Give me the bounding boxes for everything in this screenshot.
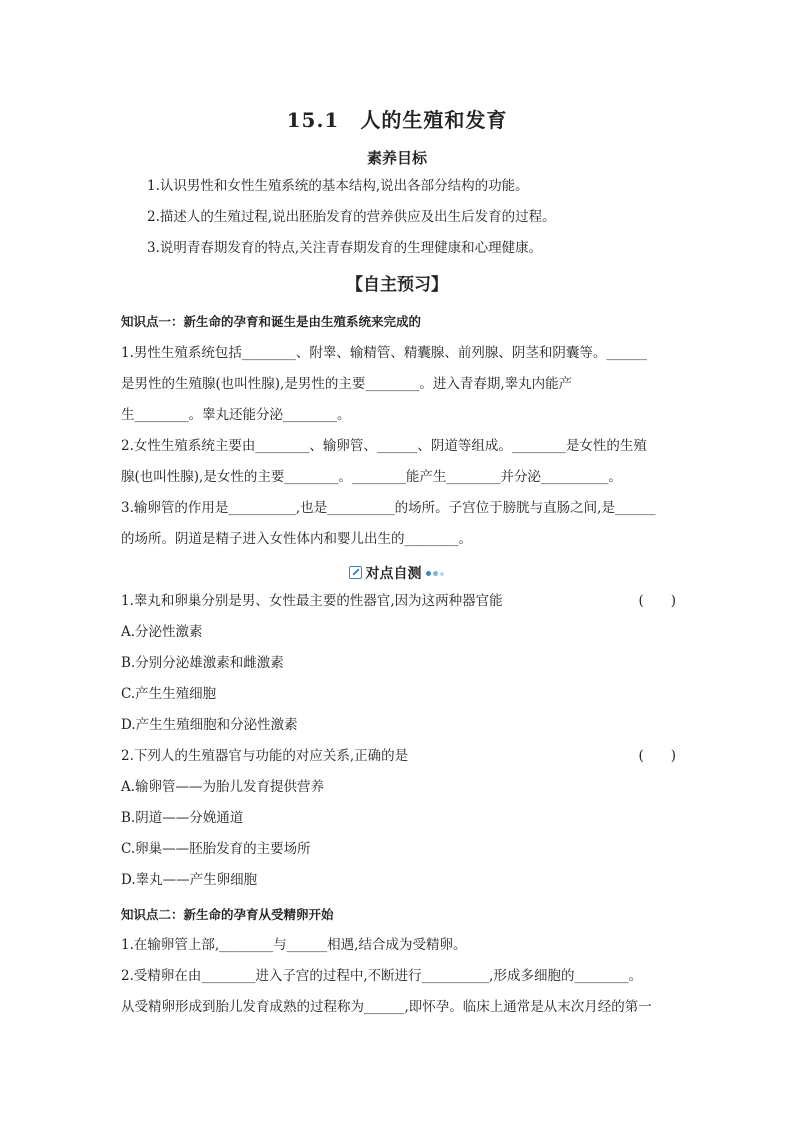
fill-in-line: 是男性的生殖腺(也叫性腺),是男性的主要________。进入青春期,睾丸内能产	[121, 376, 573, 392]
option-d: D.睾丸——产生卵细胞	[121, 872, 258, 888]
knowledge-point-2-body	[121, 930, 681, 1023]
option-a: A.分泌性激素	[121, 624, 203, 640]
fill-in-line: 的场所。阴道是精子进入女性体内和婴儿出生的________。	[121, 531, 472, 547]
option-b: B.阴道——分娩通道	[121, 810, 244, 826]
fill-in-line: 1.男性生殖系统包括________、附睾、输精管、精囊腺、前列腺、阴茎和阴囊等。______	[121, 345, 647, 361]
option-c: C.产生生殖细胞	[121, 686, 217, 702]
answer-parentheses: ( )	[638, 748, 676, 764]
self-test-banner	[0, 563, 794, 583]
knowledge-point-2-heading: 知识点二：新生命的孕育从受精卵开始	[121, 907, 334, 922]
option-c: C.卵巢——胚胎发育的主要场所	[121, 841, 311, 857]
dots-icon	[426, 564, 446, 580]
question-2-stem	[121, 741, 676, 772]
self-test-label: 对点自测	[365, 566, 422, 582]
option-a: A.输卵管——为胎儿发育提供营养	[121, 779, 325, 795]
knowledge-point-1-heading: 知识点一：新生命的孕育和诞生是由生殖系统来完成的	[121, 314, 422, 329]
question-text: 2.下列人的生殖器官与功能的对应关系,正确的是	[121, 748, 409, 764]
fill-in-line: 2.女性生殖系统主要由________、输卵管、______、阴道等组成。________是女性的生殖	[121, 438, 647, 454]
question-text: 1.睾丸和卵巢分别是男、女性最主要的性器官,因为这两种器官能	[121, 593, 503, 609]
section-title: 【自主预习】	[346, 275, 448, 295]
knowledge-point-1-body	[121, 338, 681, 555]
fill-in-line: 生________。睾丸还能分泌________。	[121, 407, 351, 423]
fill-in-line: 从受精卵形成到胎儿发育成熟的过程称为______,即怀孕。临床上通常是从末次月经的第一	[121, 999, 652, 1015]
fill-in-line: 腺(也叫性腺),是女性的主要________。________能产生________并分泌__________。	[121, 469, 622, 485]
fill-in-line: 3.输卵管的作用是__________,也是__________的场所。子宫位于膀胱与直肠之间,是______	[121, 500, 656, 516]
page-title: 15.1 人的生殖和发育	[286, 108, 508, 132]
fill-in-line: 1.在输卵管上部,________与______相遇,结合成为受精卵。	[121, 937, 467, 953]
answer-parentheses: ( )	[638, 593, 676, 609]
option-d: D.产生生殖细胞和分泌性激素	[121, 717, 298, 733]
fill-in-line: 2.受精卵在由________进入子宫的过程中,不断进行__________,形成多细胞的________。	[121, 968, 642, 984]
option-b: B.分别分泌雄激素和雌激素	[121, 655, 284, 671]
goal-item: 3.说明青春期发育的特点,关注青春期发育的生理健康和心理健康。	[147, 240, 543, 256]
goals-heading: 素养目标	[366, 149, 427, 167]
goal-item: 1.认识男性和女性生殖系统的基本结构,说出各部分结构的功能。	[147, 178, 529, 194]
pencil-icon	[349, 566, 362, 579]
question-1-stem	[121, 586, 676, 617]
goal-item: 2.描述人的生殖过程,说出胚胎发育的营养供应及出生后发育的过程。	[147, 209, 556, 225]
goals-list	[147, 176, 556, 269]
